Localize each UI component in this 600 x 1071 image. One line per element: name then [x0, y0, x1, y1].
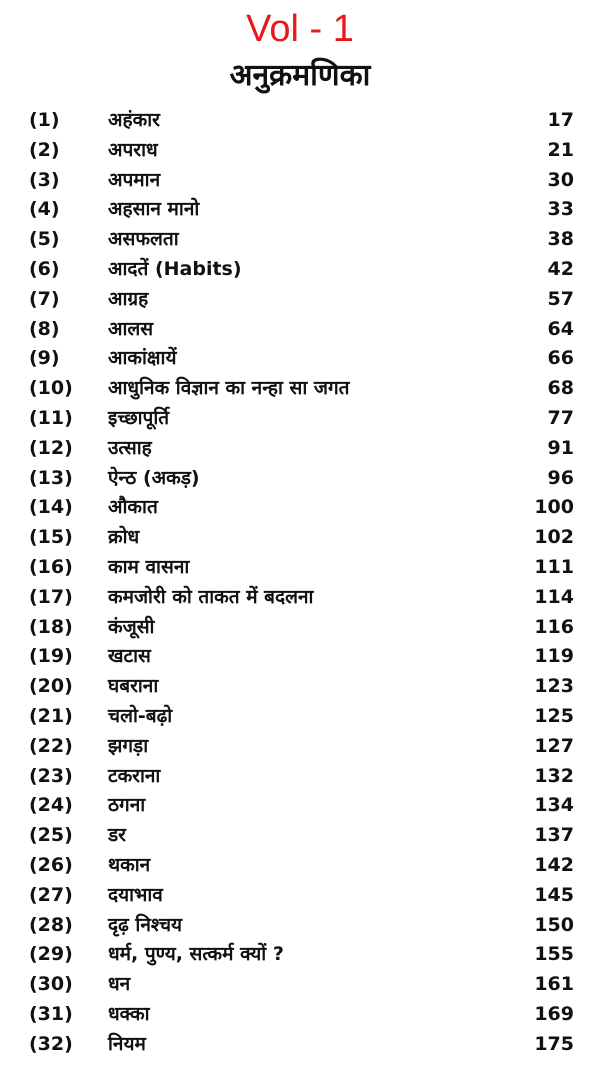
- toc-page-number: 91: [547, 436, 574, 459]
- toc-number: (4): [29, 198, 60, 221]
- toc-page-number: 127: [534, 734, 574, 757]
- toc-row: [0, 404, 600, 434]
- toc-title: औकात: [108, 496, 158, 519]
- toc-row: [0, 285, 600, 315]
- toc-number: (21): [29, 704, 73, 727]
- toc-title: नियम: [108, 1032, 146, 1055]
- toc-title: घबराना: [108, 675, 159, 698]
- toc-row: [0, 315, 600, 345]
- toc-row: [0, 1030, 600, 1060]
- toc-number: (1): [29, 109, 60, 131]
- toc-title: अहसान मानो: [108, 198, 200, 221]
- toc-title: दृढ़ निश्चय: [108, 913, 183, 936]
- toc-row: [0, 821, 600, 851]
- toc-title: काम वासना: [108, 555, 190, 578]
- toc-title: झगड़ा: [108, 734, 149, 757]
- toc-page-number: 17: [547, 109, 574, 131]
- toc-number: (19): [29, 645, 73, 668]
- toc-title: अपमान: [108, 168, 161, 191]
- toc-page-number: 114: [534, 585, 574, 608]
- toc-page-number: 123: [534, 675, 574, 698]
- toc-number: (24): [29, 794, 73, 817]
- toc-number: (17): [29, 585, 73, 608]
- toc-page-number: 64: [547, 317, 574, 340]
- toc-row: [0, 136, 600, 166]
- toc-page-number: 21: [547, 138, 574, 161]
- toc-title: आग्रह: [108, 287, 149, 310]
- toc-title: आधुनिक विज्ञान का नन्हा सा जगत: [108, 377, 350, 400]
- toc-page-number: 150: [534, 913, 574, 936]
- toc-row: [0, 970, 600, 1000]
- toc-number: (5): [29, 228, 60, 251]
- toc-row: [0, 374, 600, 404]
- table-of-contents: [0, 106, 600, 1060]
- toc-number: (13): [29, 466, 73, 489]
- toc-number: (15): [29, 526, 73, 549]
- toc-number: (9): [29, 347, 60, 370]
- toc-number: (26): [29, 853, 73, 876]
- toc-title: दयाभाव: [108, 883, 163, 906]
- toc-number: (12): [29, 436, 73, 459]
- toc-number: (30): [29, 973, 73, 996]
- toc-row: [0, 106, 600, 136]
- toc-page-number: 175: [534, 1032, 574, 1055]
- toc-title: चलो-बढ़ो: [108, 704, 173, 727]
- toc-title: खटास: [108, 645, 151, 668]
- toc-page-number: 155: [534, 943, 574, 966]
- toc-number: (25): [29, 824, 73, 847]
- toc-page-number: 169: [534, 1002, 574, 1025]
- toc-number: (2): [29, 138, 60, 161]
- toc-title: अपराध: [108, 138, 158, 161]
- toc-row: [0, 762, 600, 792]
- toc-row: [0, 493, 600, 523]
- toc-title: आदतें (Habits): [108, 257, 242, 280]
- toc-number: (11): [29, 406, 73, 429]
- toc-page-number: 137: [534, 824, 574, 847]
- toc-number: (23): [29, 764, 73, 787]
- toc-number: (10): [29, 377, 73, 400]
- toc-title: आलस: [108, 317, 154, 340]
- toc-row: [0, 851, 600, 881]
- toc-page-number: 119: [534, 645, 574, 668]
- toc-number: (27): [29, 883, 73, 906]
- volume-label: Vol - 1: [246, 8, 354, 50]
- toc-number: (3): [29, 168, 60, 191]
- toc-row: [0, 464, 600, 494]
- toc-title: कमजोरी को ताकत में बदलना: [108, 585, 314, 608]
- toc-number: (22): [29, 734, 73, 757]
- toc-page-number: 66: [547, 347, 574, 370]
- toc-number: (16): [29, 555, 73, 578]
- toc-row: [0, 911, 600, 941]
- toc-row: [0, 344, 600, 374]
- toc-title: ऐन्ठ (अकड़): [108, 466, 200, 489]
- toc-row: [0, 553, 600, 583]
- toc-page-number: 102: [534, 526, 574, 549]
- toc-page-number: 38: [547, 228, 574, 251]
- toc-page-number: 100: [534, 496, 574, 519]
- toc-page-number: 161: [534, 973, 574, 996]
- toc-title: उत्साह: [108, 436, 152, 459]
- toc-page-number: 134: [534, 794, 574, 817]
- toc-row: [0, 166, 600, 196]
- toc-page-number: 111: [534, 555, 574, 578]
- toc-row: [0, 881, 600, 911]
- toc-row: [0, 434, 600, 464]
- toc-page-number: 77: [547, 406, 574, 429]
- toc-title: अहंकार: [108, 109, 160, 131]
- toc-page-number: 116: [534, 615, 574, 638]
- toc-title: असफलता: [108, 228, 179, 251]
- toc-number: (32): [29, 1032, 73, 1055]
- toc-number: (20): [29, 675, 73, 698]
- toc-number: (18): [29, 615, 73, 638]
- toc-title: टकराना: [108, 764, 161, 787]
- toc-title: धन: [108, 973, 131, 996]
- toc-page-number: 30: [547, 168, 574, 191]
- toc-title: इच्छापूर्ति: [108, 406, 170, 429]
- toc-title: आकांक्षायें: [108, 347, 177, 370]
- toc-row: [0, 613, 600, 643]
- toc-number: (6): [29, 257, 60, 280]
- toc-title: धक्का: [108, 1002, 150, 1025]
- toc-page-number: 42: [547, 257, 574, 280]
- index-heading: अनुक्रमणिका: [229, 58, 371, 93]
- toc-row: [0, 940, 600, 970]
- toc-title: डर: [108, 824, 126, 847]
- toc-title: धर्म, पुण्य, सत्कर्म क्यों ?: [108, 943, 284, 966]
- toc-row: [0, 225, 600, 255]
- toc-page-number: 68: [547, 377, 574, 400]
- toc-page-number: 125: [534, 704, 574, 727]
- toc-row: [0, 195, 600, 225]
- toc-page-number: 33: [547, 198, 574, 221]
- toc-row: [0, 672, 600, 702]
- toc-title: थकान: [108, 853, 151, 876]
- toc-number: (28): [29, 913, 73, 936]
- toc-title: ठगना: [108, 794, 146, 817]
- toc-page-number: 145: [534, 883, 574, 906]
- toc-number: (14): [29, 496, 73, 519]
- toc-number: (7): [29, 287, 60, 310]
- toc-title: क्रोध: [108, 526, 140, 549]
- toc-row: [0, 732, 600, 762]
- toc-row: [0, 583, 600, 613]
- toc-row: [0, 791, 600, 821]
- toc-number: (8): [29, 317, 60, 340]
- toc-number: (29): [29, 943, 73, 966]
- toc-title: कंजूसी: [108, 615, 155, 638]
- toc-page-number: 96: [547, 466, 574, 489]
- toc-row: [0, 702, 600, 732]
- toc-page-number: 57: [547, 287, 574, 310]
- toc-row: [0, 523, 600, 553]
- toc-page-number: 142: [534, 853, 574, 876]
- toc-page-number: 132: [534, 764, 574, 787]
- toc-row: [0, 642, 600, 672]
- toc-row: [0, 255, 600, 285]
- toc-number: (31): [29, 1002, 73, 1025]
- toc-row: [0, 1000, 600, 1030]
